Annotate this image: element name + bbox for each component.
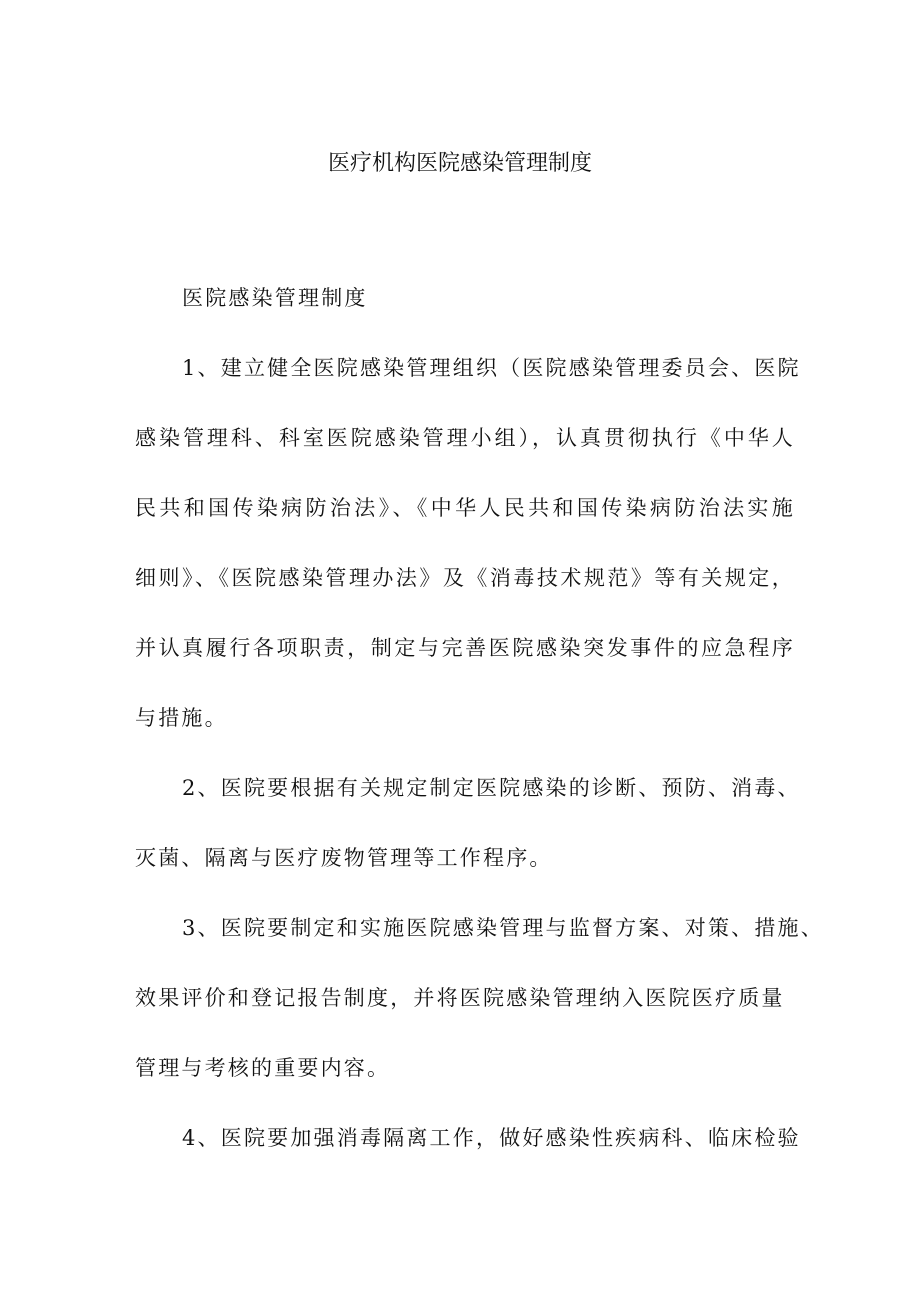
- paragraph-1-line-4: 细则》、《医院感染管理办法》及《消毒技术规范》等有关规定，: [135, 566, 795, 590]
- paragraph-1-line-1: 1、建立健全医院感染管理组织（医院感染管理委员会、医院: [182, 356, 801, 380]
- paragraph-3-line-2: 效果评价和登记报告制度，并将医院感染管理纳入医院医疗质量: [135, 986, 785, 1010]
- paragraph-1-line-5: 并认真履行各项职责，制定与完善医院感染突发事件的应急程序: [135, 636, 795, 660]
- paragraph-1-line-3: 民共和国传染病防治法》、《中华人民共和国传染病防治法实施: [135, 496, 795, 520]
- document-title: 医疗机构医院感染管理制度: [327, 151, 592, 176]
- paragraph-1-line-2: 感染管理科、科室医院感染管理小组），认真贯彻执行《中华人: [135, 426, 795, 450]
- paragraph-2-line-2: 灭菌、隔离与医疗废物管理等工作程序。: [135, 846, 553, 870]
- paragraph-4-line-1: 4、医院要加强消毒隔离工作，做好感染性疾病科、临床检验: [182, 1126, 801, 1150]
- paragraph-3-line-3: 管理与考核的重要内容。: [135, 1056, 391, 1080]
- paragraph-1-line-6: 与措施。: [135, 706, 228, 730]
- paragraph-3-line-1: 3、医院要制定和实施医院感染管理与监督方案、对策、措施、: [182, 916, 824, 940]
- paragraph-2-line-1: 2、医院要根据有关规定制定医院感染的诊断、预防、消毒、: [182, 776, 801, 800]
- section-heading: 医院感染管理制度: [182, 286, 368, 310]
